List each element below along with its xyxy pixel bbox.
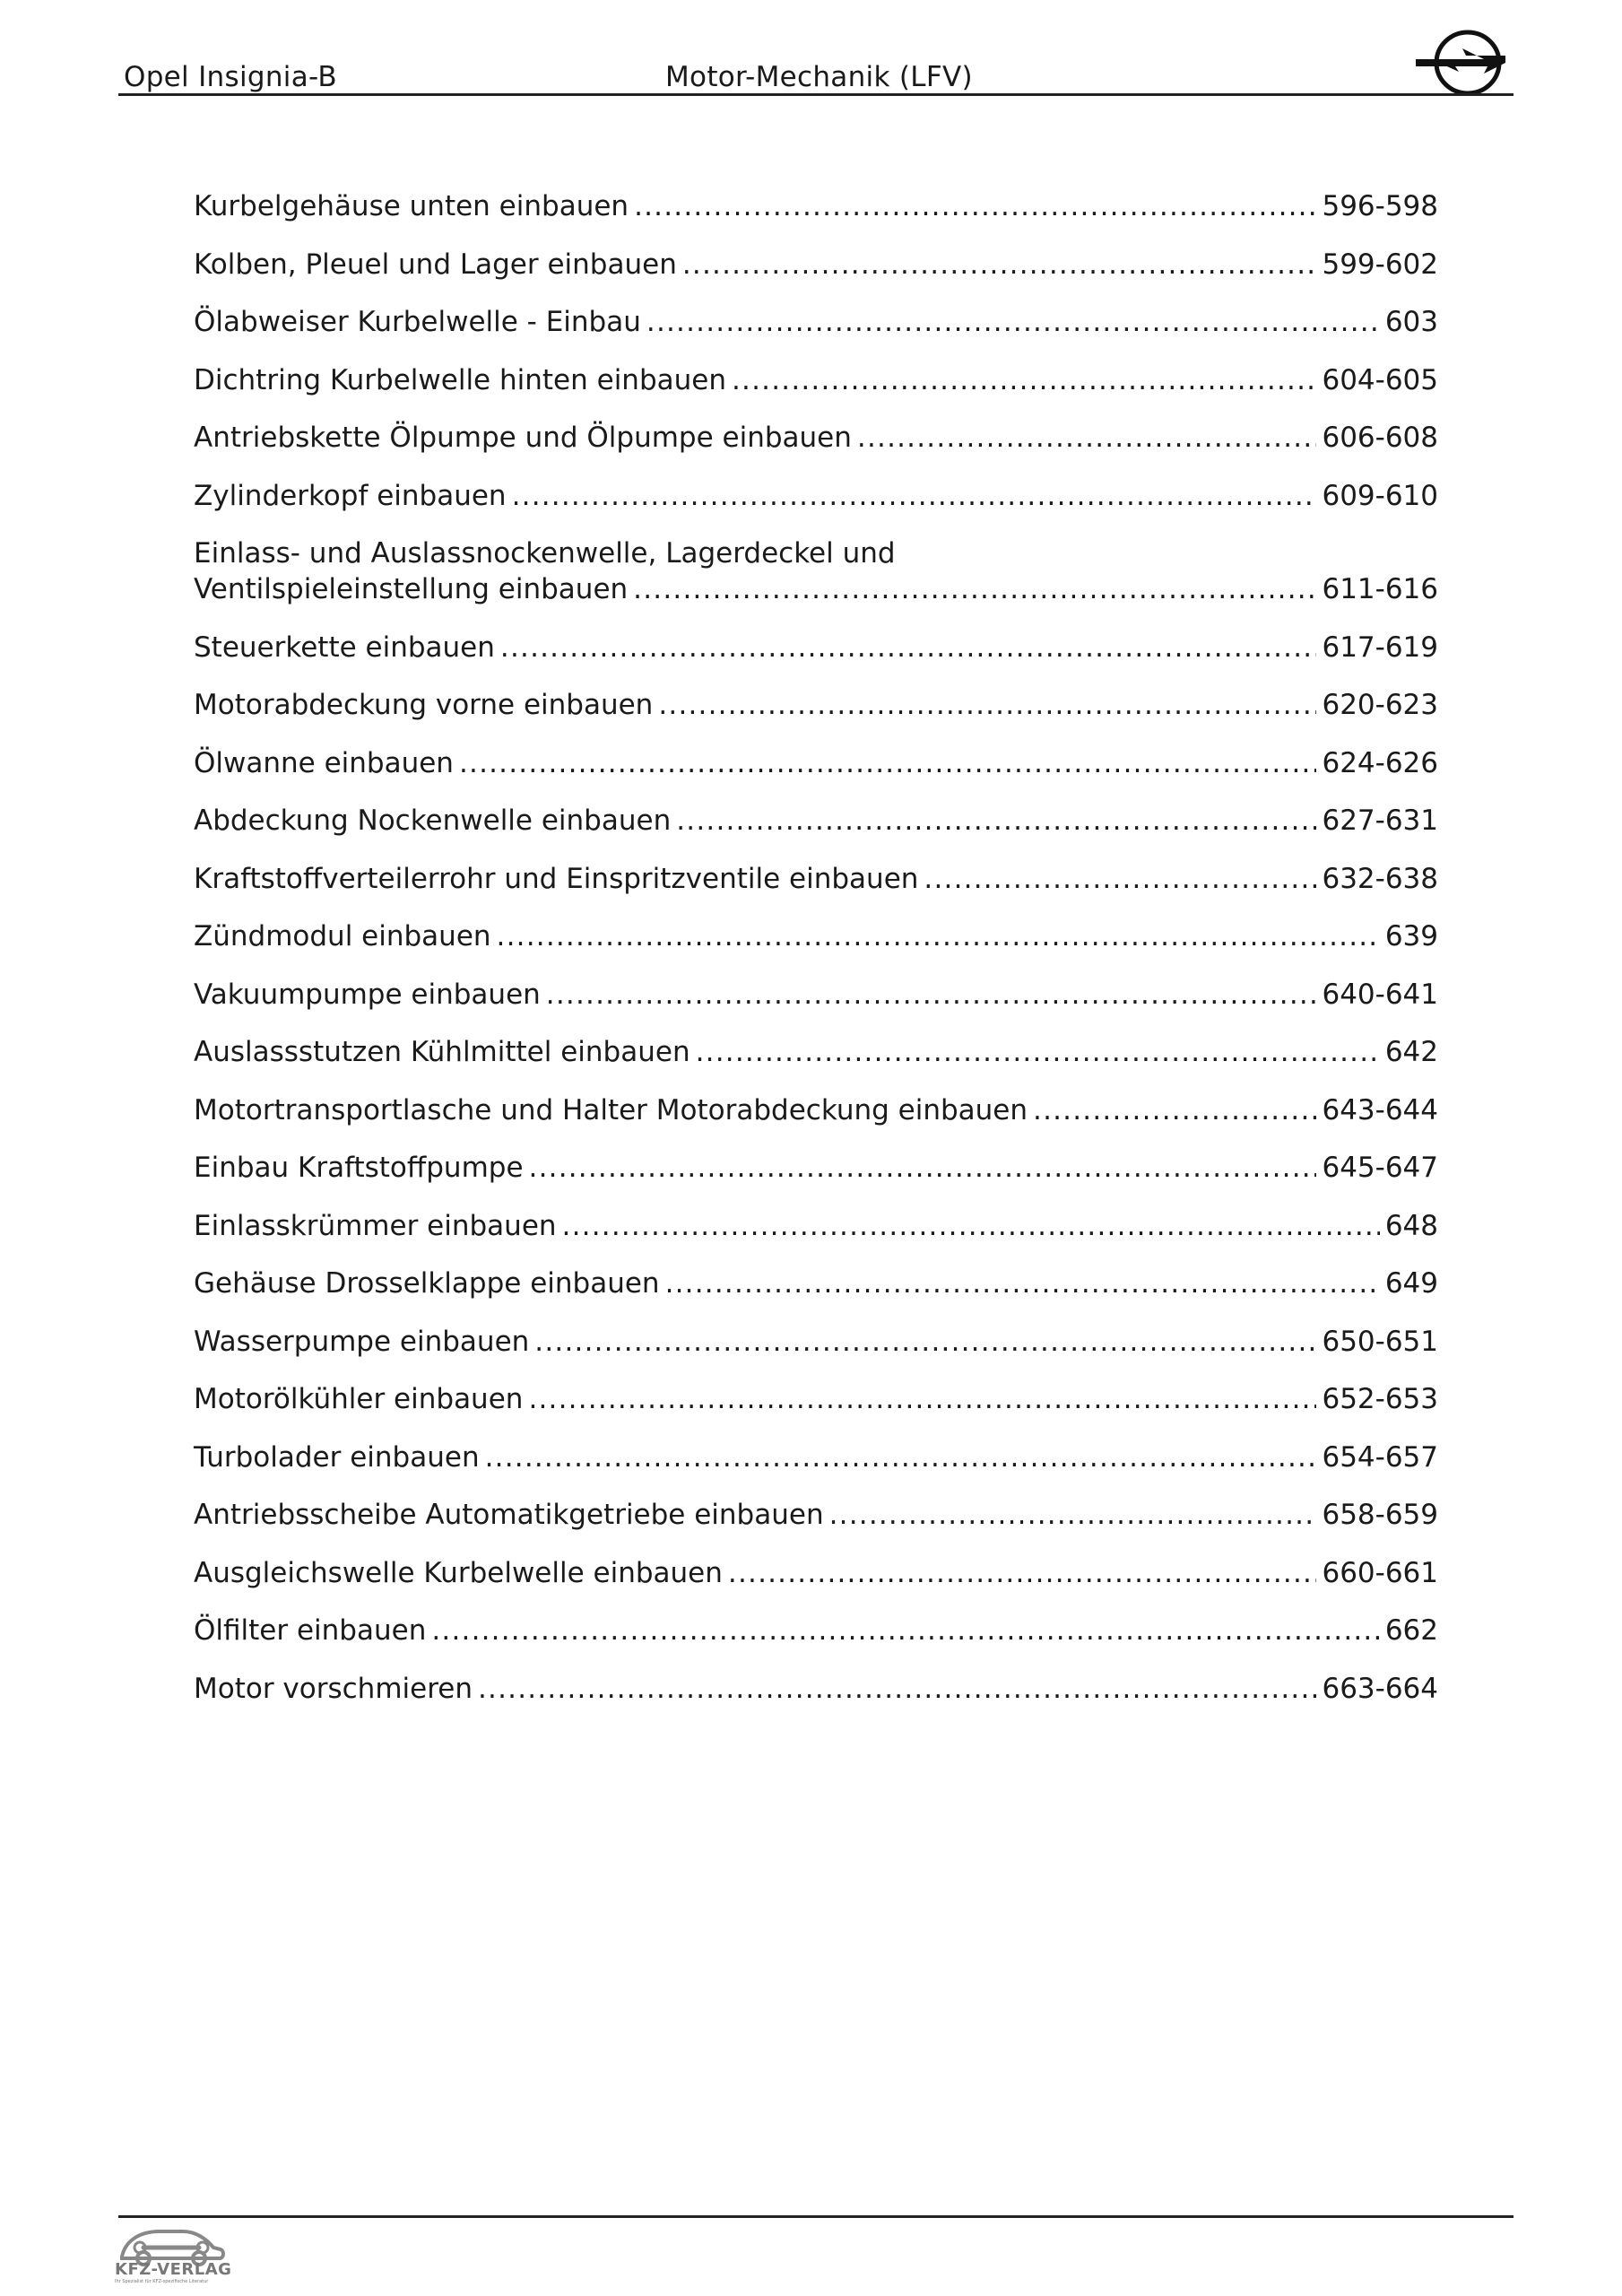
toc-entry-line — [194, 1324, 1438, 1360]
toc-entry-line — [194, 571, 1438, 607]
toc-dot-leader — [728, 1555, 1317, 1591]
toc-entry-title: Ölabweiser Kurbelwelle - Einbau — [194, 306, 641, 338]
toc-entry-line — [194, 1265, 1438, 1301]
toc-dot-leader — [529, 1150, 1317, 1186]
toc-entry-page: 650-651 — [1322, 1325, 1438, 1358]
toc-dot-leader — [676, 803, 1316, 839]
toc-dot-leader — [658, 687, 1316, 723]
toc-entry-title: Steuerkette einbauen — [194, 631, 495, 664]
toc-entry — [194, 630, 1438, 665]
toc-entry — [194, 803, 1438, 839]
toc-dot-leader — [829, 1497, 1317, 1533]
toc-entry-title: Turbolader einbauen — [194, 1440, 480, 1474]
toc-entry — [194, 687, 1438, 723]
toc-entry-page: 649 — [1384, 1267, 1438, 1300]
toc-entry-line — [194, 1613, 1438, 1648]
toc-entry-line — [194, 977, 1438, 1013]
toc-dot-leader — [512, 478, 1317, 514]
toc-entry — [194, 420, 1438, 456]
toc-entry-title: Motortransportlasche und Halter Motorabdeckung einbauen — [194, 1093, 1028, 1126]
toc-dot-leader — [924, 861, 1316, 897]
toc-dot-leader — [534, 1324, 1316, 1360]
toc-entry-title: Ölwanne einbauen — [194, 746, 454, 779]
toc-entry — [194, 1034, 1438, 1070]
toc-entry-page: 663-664 — [1322, 1672, 1438, 1705]
toc-entry-title: Dichtring Kurbelwelle hinten einbauen — [194, 363, 726, 396]
toc-dot-leader — [732, 362, 1316, 398]
header-section-title: Motor-Mechanik (LFV) — [665, 61, 973, 93]
toc-dot-leader — [1033, 1092, 1316, 1128]
toc-entry-line — [194, 362, 1438, 398]
toc-entry-page: 654-657 — [1322, 1440, 1438, 1474]
toc-entry-title: Kurbelgehäuse unten einbauen — [194, 190, 629, 222]
toc-entry-title: Motorölkühler einbauen — [194, 1383, 524, 1415]
toc-entry-page: 617-619 — [1322, 631, 1438, 664]
toc-dot-leader — [633, 571, 1316, 607]
header-divider — [118, 93, 1514, 96]
toc-entry — [194, 1265, 1438, 1301]
toc-entry-line — [194, 861, 1438, 897]
toc-entry-title: Motor vorschmieren — [194, 1672, 473, 1705]
toc-entry — [194, 1613, 1438, 1648]
toc-dot-leader — [665, 1265, 1380, 1301]
toc-entry-page: 652-653 — [1322, 1383, 1438, 1415]
toc-entry — [194, 918, 1438, 954]
toc-entry — [194, 1208, 1438, 1244]
toc-entry-title: Kraftstoffverteilerrohr und Einspritzventile einbauen — [194, 862, 919, 895]
toc-entry-page: 609-610 — [1322, 479, 1438, 512]
toc-entry-page: 648 — [1384, 1209, 1438, 1242]
toc-entry — [194, 188, 1438, 224]
toc-entry-title: Kolben, Pleuel und Lager einbauen — [194, 248, 677, 281]
toc-dot-leader — [478, 1671, 1316, 1707]
toc-entry-line — [194, 1092, 1438, 1128]
toc-entry — [194, 861, 1438, 897]
toc-entry-title: Gehäuse Drosselklappe einbauen — [194, 1267, 660, 1300]
toc-entry-line — [194, 478, 1438, 514]
toc-dot-leader — [546, 977, 1317, 1013]
toc-entry-title: Zündmodul einbauen — [194, 920, 491, 952]
toc-entry-page: 603 — [1384, 306, 1438, 338]
toc-entry — [194, 478, 1438, 514]
toc-entry-page: 604-605 — [1322, 363, 1438, 396]
toc-entry — [194, 247, 1438, 283]
toc-dot-leader — [562, 1208, 1380, 1244]
toc-entry-page: 662 — [1384, 1614, 1438, 1647]
toc-dot-leader — [682, 247, 1317, 283]
toc-entry-line — [194, 918, 1438, 954]
toc-entry — [194, 1439, 1438, 1475]
toc-entry-title: Auslassstutzen Kühlmittel einbauen — [194, 1036, 690, 1068]
toc-entry — [194, 362, 1438, 398]
toc-entry-title: Einlasskrümmer einbauen — [194, 1209, 557, 1242]
toc-entry-page: 645-647 — [1322, 1152, 1438, 1184]
toc-dot-leader — [528, 1381, 1316, 1417]
toc-dot-leader — [696, 1034, 1380, 1070]
toc-entry-page: 658-659 — [1322, 1499, 1438, 1531]
toc-dot-leader — [497, 918, 1380, 954]
toc-entry-page: 642 — [1384, 1036, 1438, 1068]
toc-entry — [194, 1671, 1438, 1707]
toc-entry — [194, 304, 1438, 340]
toc-dot-leader — [485, 1439, 1317, 1475]
toc-entry-title-line1: Einlass- und Auslassnockenwelle, Lagerdeckel und — [194, 537, 896, 570]
toc-entry — [194, 1555, 1438, 1591]
toc-entry-line — [194, 1150, 1438, 1186]
toc-entry-line — [194, 1671, 1438, 1707]
toc-entry — [194, 1381, 1438, 1417]
toc-entry-line — [194, 1555, 1438, 1591]
header-vehicle-title: Opel Insignia-B — [124, 61, 337, 93]
toc-entry-line — [194, 803, 1438, 839]
toc-entry-line — [194, 1034, 1438, 1070]
footer-divider — [118, 2215, 1514, 2218]
footer-tagline: Ihr Spezialist für KFZ-spezifische Literatur — [115, 2279, 209, 2284]
table-of-contents — [194, 188, 1438, 1728]
footer-brand: KFZ-VERLAG — [115, 2260, 232, 2279]
toc-entry-line — [194, 247, 1438, 283]
toc-entry-page: 611-616 — [1322, 573, 1438, 605]
toc-entry-line — [194, 745, 1438, 781]
toc-dot-leader — [431, 1613, 1379, 1648]
toc-entry-page: 599-602 — [1322, 248, 1438, 281]
toc-entry-page: 624-626 — [1322, 746, 1438, 779]
toc-entry-line — [194, 1208, 1438, 1244]
toc-entry-line — [194, 1497, 1438, 1533]
toc-dot-leader — [646, 304, 1380, 340]
toc-entry-title: Ölfilter einbauen — [194, 1614, 427, 1647]
toc-entry — [194, 1150, 1438, 1186]
toc-entry-title: Antriebsscheibe Automatikgetriebe einbauen — [194, 1499, 824, 1531]
toc-entry-title: Ventilspieleinstellung einbauen — [194, 573, 629, 605]
opel-blitz-logo-icon — [1412, 29, 1516, 97]
toc-entry-page: 606-608 — [1322, 422, 1438, 454]
toc-entry — [194, 1092, 1438, 1128]
toc-dot-leader — [634, 188, 1316, 224]
toc-entry — [194, 745, 1438, 781]
toc-entry-title: Abdeckung Nockenwelle einbauen — [194, 804, 672, 837]
toc-entry-line — [194, 1439, 1438, 1475]
toc-dot-leader — [500, 630, 1317, 665]
toc-entry-title: Motorabdeckung vorne einbauen — [194, 689, 654, 721]
toc-entry — [194, 1324, 1438, 1360]
toc-entry-title: Einbau Kraftstoffpumpe — [194, 1152, 524, 1184]
toc-entry-line — [194, 420, 1438, 456]
toc-entry-page: 620-623 — [1322, 689, 1438, 721]
page-header — [118, 52, 1514, 95]
toc-entry-page: 640-641 — [1322, 978, 1438, 1011]
toc-entry-line — [194, 188, 1438, 224]
toc-entry-title: Zylinderkopf einbauen — [194, 479, 507, 512]
toc-entry-line — [194, 1381, 1438, 1417]
toc-entry — [194, 1497, 1438, 1533]
toc-entry — [194, 977, 1438, 1013]
toc-entry-page: 643-644 — [1322, 1093, 1438, 1126]
toc-entry-page: 660-661 — [1322, 1556, 1438, 1589]
toc-entry-page: 639 — [1384, 920, 1438, 952]
toc-entry — [194, 535, 1438, 607]
toc-entry-line — [194, 304, 1438, 340]
toc-entry-page: 596-598 — [1322, 190, 1438, 222]
toc-entry-title: Wasserpumpe einbauen — [194, 1325, 530, 1358]
toc-entry-line — [194, 630, 1438, 665]
toc-entry-title: Antriebskette Ölpumpe und Ölpumpe einbauen — [194, 422, 852, 454]
toc-dot-leader — [459, 745, 1317, 781]
toc-entry-line — [194, 687, 1438, 723]
toc-entry-title: Ausgleichswelle Kurbelwelle einbauen — [194, 1556, 723, 1589]
toc-entry-page: 632-638 — [1322, 862, 1438, 895]
toc-dot-leader — [857, 420, 1317, 456]
toc-entry-page: 627-631 — [1322, 804, 1438, 837]
toc-entry-title: Vakuumpumpe einbauen — [194, 978, 541, 1011]
